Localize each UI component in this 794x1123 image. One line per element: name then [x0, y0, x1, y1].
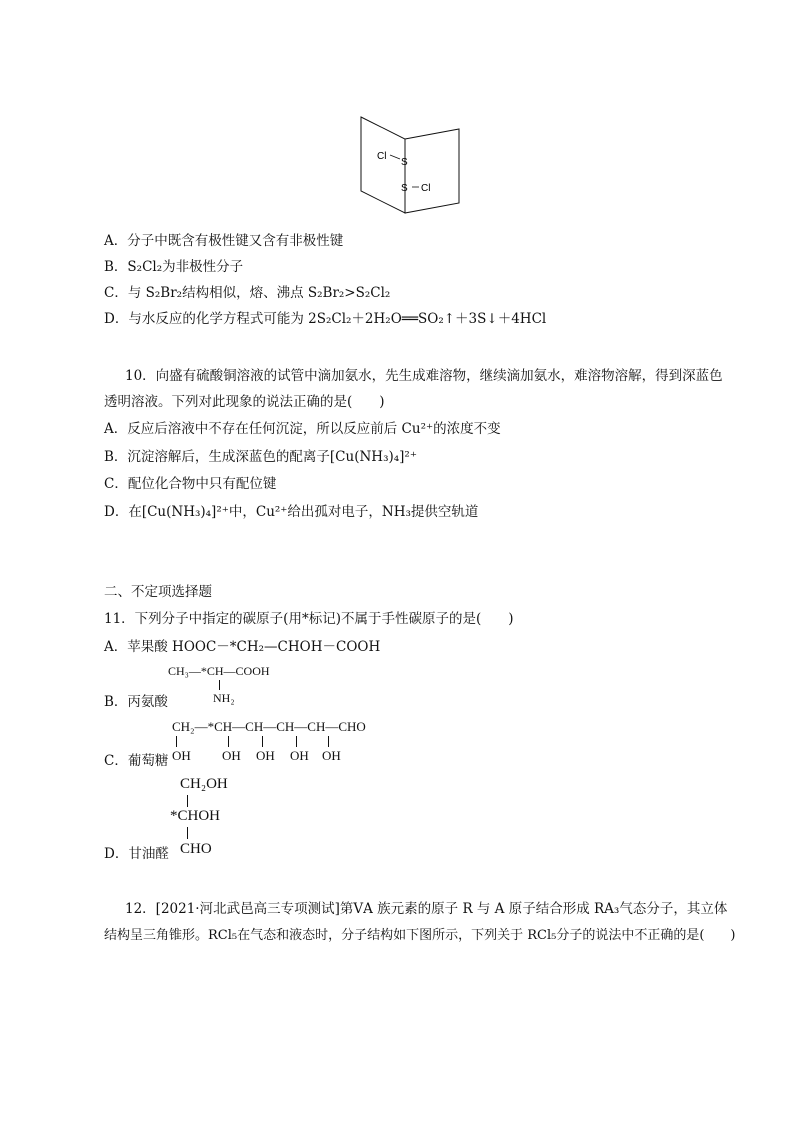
s2cl2-structure-figure [355, 113, 465, 215]
alanine-main-chain: CH₃—*CH—COOH [168, 664, 270, 678]
glucose-main-chain: CH₂—*CH—CH—CH—CH—CHO [172, 719, 366, 734]
q11-option-c-label: C．葡萄糖 [104, 753, 169, 769]
q10-stem-line2: 透明溶液。下列对此现象的说法正确的是( ) [104, 394, 385, 410]
glucose-structure [172, 719, 402, 765]
alanine-structure [168, 664, 348, 710]
glyceraldehyde-bottom: CHO [180, 841, 212, 857]
glyceraldehyde-middle: *CHOH [170, 808, 221, 824]
q12-stem-line1: 12．[2021·河北武邑高三专项测试]第ⅤA 族元素的原子 R 与 A 原子结合形成 RA₃气态分子，其立体 [125, 901, 728, 917]
q12-stem-line2: 结构呈三角锥形。RCl₅在气态和液态时，分子结构如下图所示，下列关于 RCl₅分子的说法中不正确的是( ) [104, 928, 736, 943]
glyceraldehyde-top: CH₂OH [180, 776, 228, 792]
q9-option-b: B．S₂Cl₂为非极性分子 [104, 259, 244, 275]
q11-option-d-label: D．甘油醛 [104, 846, 169, 862]
q11-option-a: A．苹果酸 HOOC－*CH₂—CHOH－COOH [104, 639, 381, 655]
cl-top-label: Cl [377, 151, 387, 162]
section-heading: 二、不定项选择题 [104, 584, 212, 600]
q9-option-a: A．分子中既含有极性键又含有非极性键 [104, 233, 344, 249]
s-top-label: S [401, 157, 408, 168]
glucose-oh-3: OH [256, 748, 275, 763]
q10-option-c: C．配位化合物中只有配位键 [104, 476, 277, 492]
q10-option-b: B．沉淀溶解后，生成深蓝色的配离子[Cu(NH₃)₄]²⁺ [104, 449, 417, 465]
cl-bottom-label: Cl [421, 183, 431, 194]
glucose-oh-5: OH [322, 748, 341, 763]
q11-stem: 11．下列分子中指定的碳原子(用*标记)不属于手性碳原子的是( ) [104, 611, 514, 627]
glucose-oh-2: OH [222, 748, 241, 763]
glucose-oh-4: OH [290, 748, 309, 763]
s-bottom-label: S [401, 183, 408, 194]
q10-option-a: A．反应后溶液中不存在任何沉淀，所以反应前后 Cu²⁺的浓度不变 [104, 421, 501, 437]
q10-option-d: D．在[Cu(NH₃)₄]²⁺中，Cu²⁺给出孤对电子，NH₃提供空轨道 [104, 504, 479, 520]
q9-option-d: D．与水反应的化学方程式可能为 2S₂Cl₂＋2H₂O══SO₂↑＋3S↓＋4HCl [104, 311, 547, 327]
q10-stem-line1: 10．向盛有硫酸铜溶液的试管中滴加氨水，先生成难溶物，继续滴加氨水，难溶物溶解，得到深蓝色 [125, 368, 723, 384]
glucose-oh-1: OH [172, 748, 191, 763]
q9-option-c: C．与 S₂Br₂结构相似，熔、沸点 S₂Br₂>S₂Cl₂ [104, 285, 391, 301]
q11-option-b-label: B．丙氨酸 [104, 694, 168, 710]
glyceraldehyde-structure [170, 776, 280, 862]
alanine-amino-group: NH₂ [213, 691, 235, 705]
